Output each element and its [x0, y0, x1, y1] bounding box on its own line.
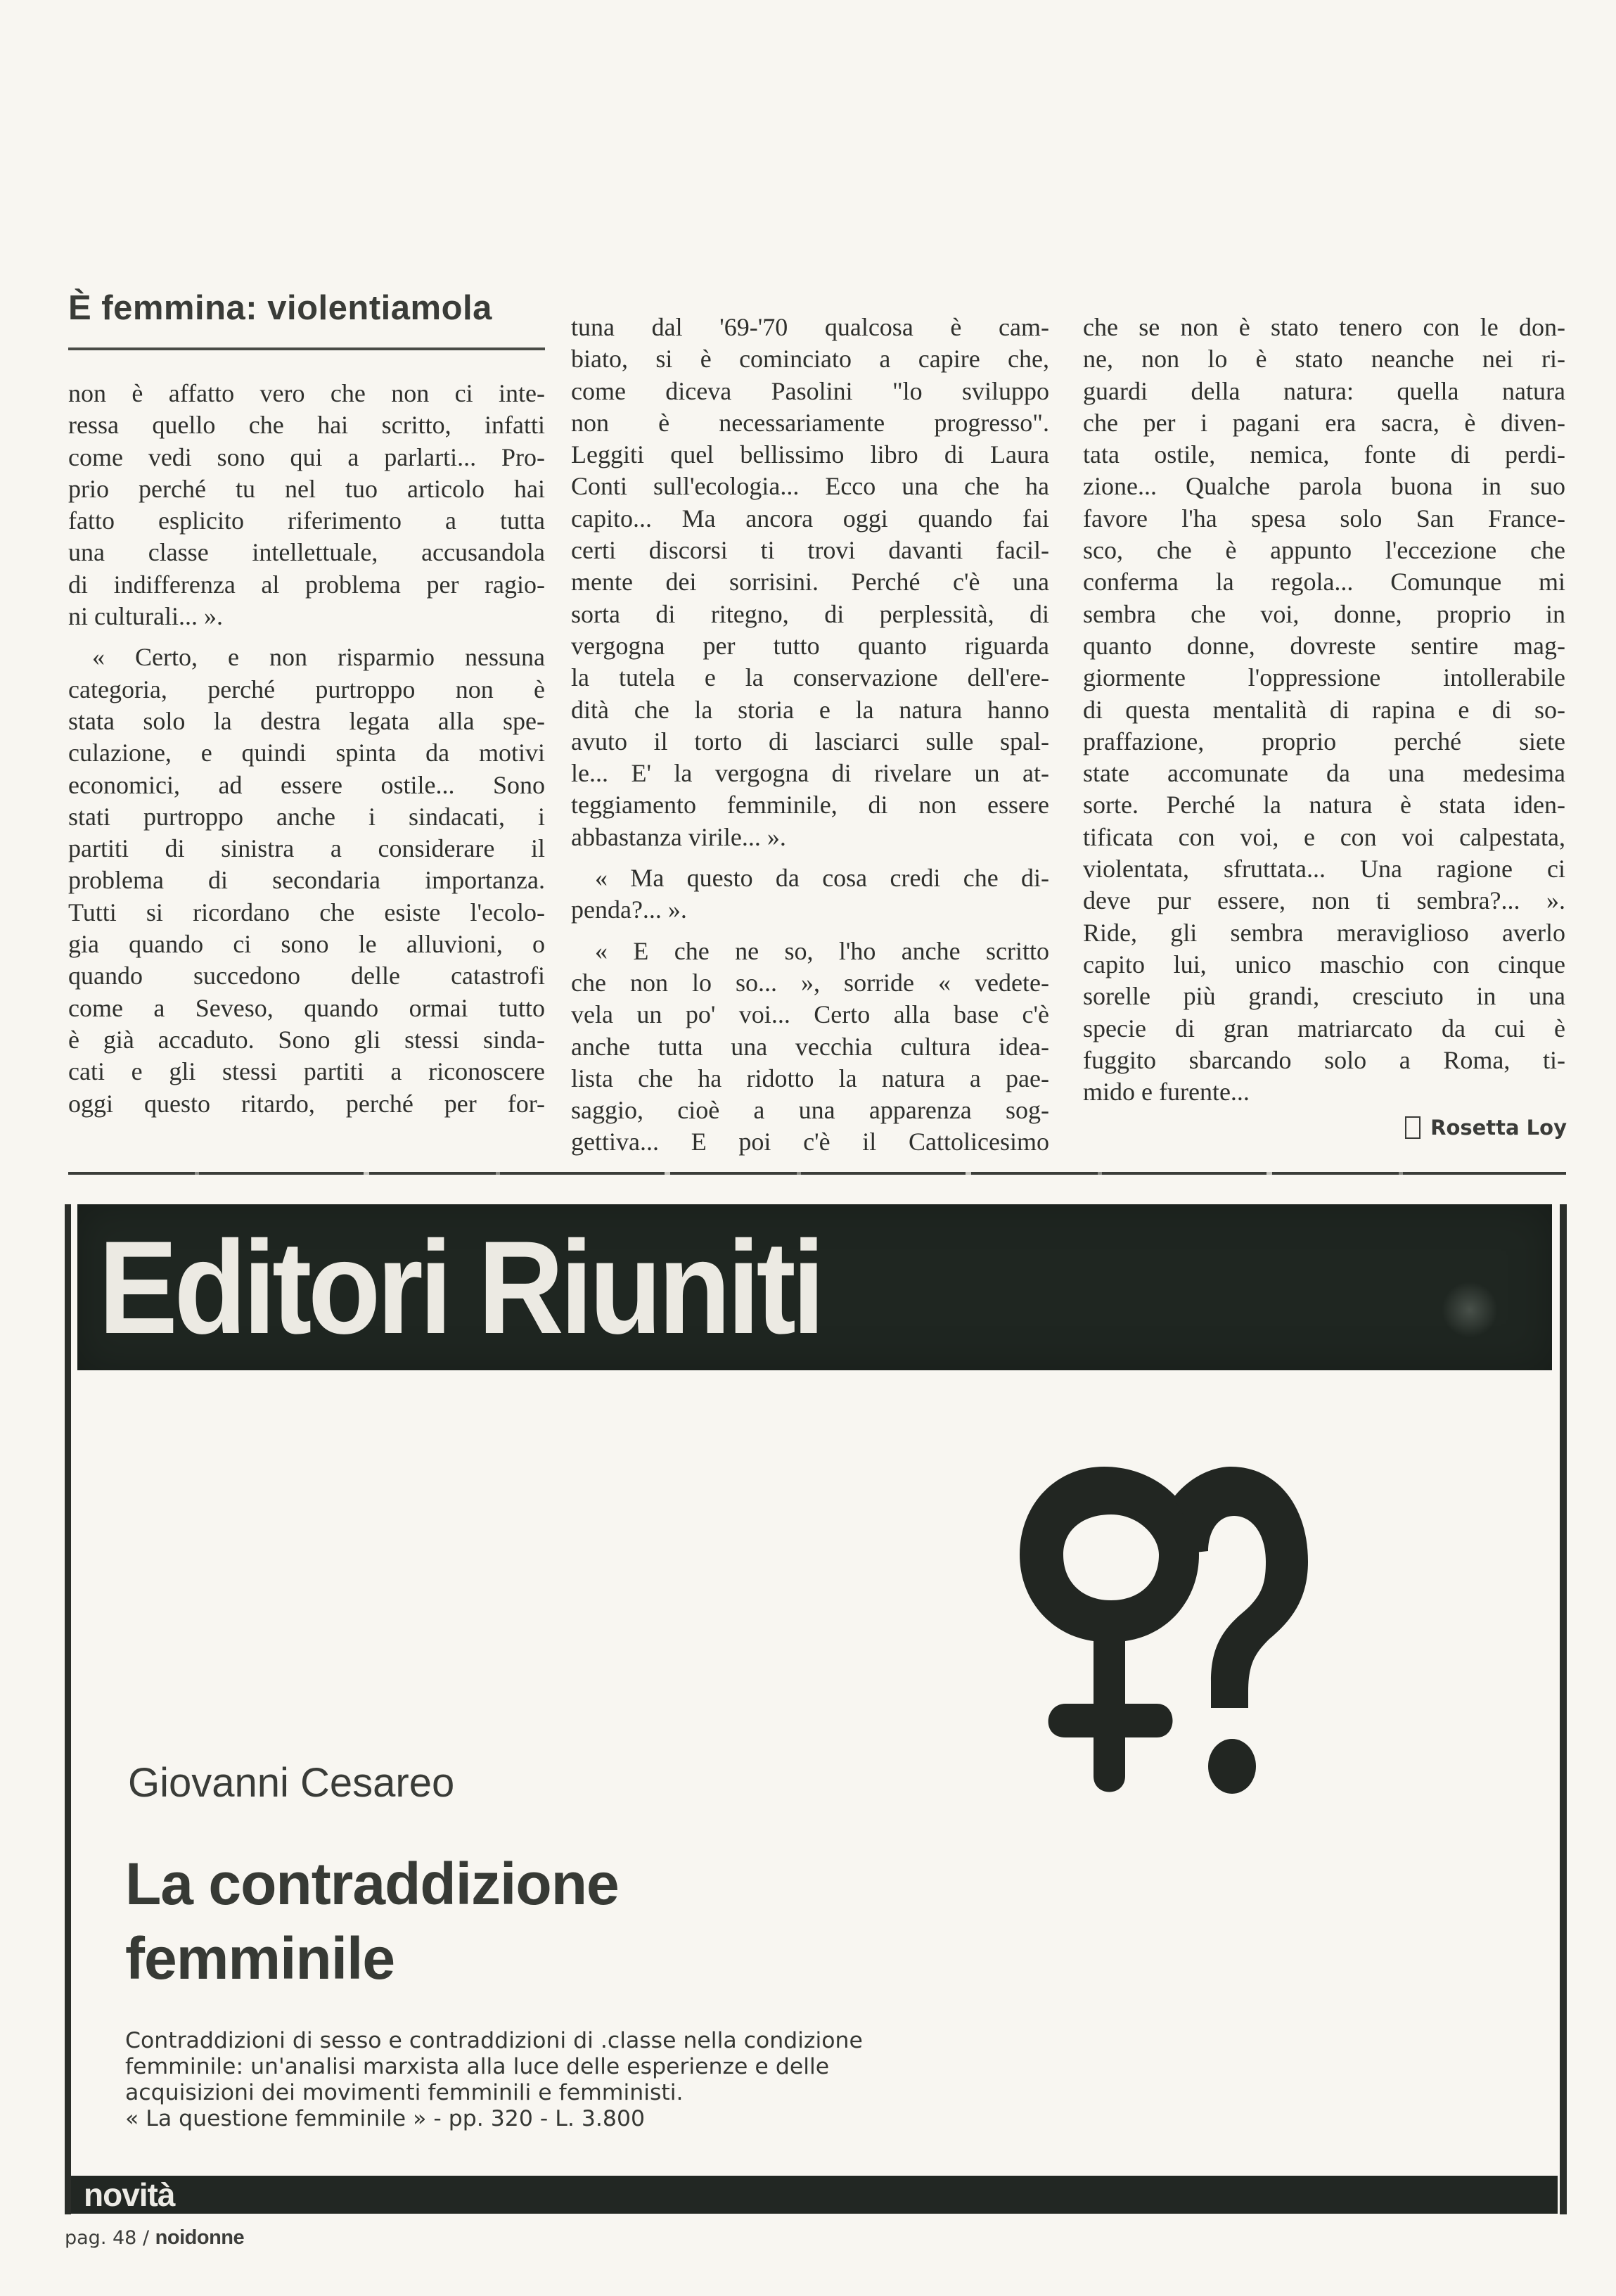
text-line: di indifferenza al problema per ragio-	[68, 570, 545, 599]
text-line: gia quando ci sono le alluvioni, o	[68, 930, 545, 959]
text-line: « Ma questo da cosa credi che di-	[595, 864, 1049, 893]
text-line: « Certo, e non risparmio nessuna	[92, 643, 545, 672]
description-line: Contraddizioni di sesso e contraddizioni di .classe nella condizione	[125, 2028, 863, 2053]
article-title: È femmina: violentiamola	[68, 289, 492, 327]
text-line: come diceva Pasolini "lo sviluppo	[571, 376, 1049, 405]
description-line: femminile: un'analisi marxista alla luce delle esperienze e delle	[125, 2054, 830, 2079]
novita-badge: novità	[84, 2176, 175, 2213]
publisher-name: Editori Riuniti	[98, 1213, 822, 1361]
text-line: abbastanza virile... ».	[571, 822, 786, 851]
question-dot	[1208, 1739, 1256, 1794]
footer-separator: /	[142, 2227, 150, 2249]
text-line: quando succedono delle catastrofi	[68, 962, 545, 990]
text-line: Conti sull'ecologia... Ecco una che ha	[571, 472, 1049, 501]
text-line: tuna dal '69-'70 qualcosa è cam-	[571, 313, 1049, 341]
text-line: giormente l'oppressione intollerabile	[1083, 663, 1565, 692]
text-line: anche tutta una vecchia cultura idea-	[571, 1032, 1049, 1061]
text-line: mido e furente...	[1083, 1078, 1250, 1106]
text-line: capito lui, unico maschio con cinque	[1083, 950, 1565, 978]
book-description	[125, 2028, 1046, 2132]
text-line: conferma la regola... Comunque mi	[1083, 568, 1565, 597]
ad-frame-right	[1560, 1204, 1567, 2214]
book-title-line: La contraddizione	[125, 1851, 619, 1917]
text-line: le... E' la vergogna di rivelare un at-	[571, 759, 1049, 788]
article-column-3	[1083, 312, 1565, 1108]
text-line: sorta di ritegno, di perplessità, di	[571, 599, 1049, 628]
end-mark-square-icon	[1405, 1116, 1421, 1139]
text-line: mente dei sorrisini. Perché c'è una	[571, 568, 1049, 597]
text-line: sorte. Perché la natura è stata iden-	[1083, 791, 1565, 819]
description-line: « La questione femminile » - pp. 320 - L. 3.800	[125, 2106, 646, 2131]
title-underline	[68, 347, 545, 350]
text-line: Leggiti quel bellissimo libro di Laura	[571, 440, 1049, 469]
text-line: non è necessariamente progresso".	[571, 408, 1049, 437]
page-footer	[65, 2226, 244, 2250]
text-line: categoria, perché purtroppo non è	[68, 675, 545, 703]
text-line: è già accaduto. Sono gli stessi sinda-	[68, 1025, 545, 1054]
text-line: non è affatto vero che non ci inte-	[68, 379, 545, 407]
banner-glare	[1442, 1282, 1498, 1338]
text-line: fatto esplicito riferimento a tutta	[68, 506, 545, 535]
text-line: una classe intellettuale, accusandola	[68, 538, 545, 567]
text-line: sco, che è appunto l'eccezione che	[1083, 536, 1565, 565]
text-line: fuggito sbarcando solo a Roma, ti-	[1083, 1045, 1565, 1074]
article-column-2	[571, 312, 1049, 1159]
text-line: sembra che voi, donne, proprio in	[1083, 599, 1565, 628]
text-line: come vedi sono qui a parlarti... Pro-	[68, 442, 545, 471]
text-line: favore l'ha spesa solo San France-	[1083, 504, 1565, 532]
paragraph-gap	[68, 632, 545, 642]
text-line: tificata con voi, e con voi calpestata,	[1083, 822, 1565, 851]
section-divider	[68, 1172, 1566, 1175]
text-line: capito... Ma ancora oggi quando fai	[571, 504, 1049, 532]
female-ring	[1020, 1467, 1199, 1792]
publisher-banner	[77, 1204, 1552, 1370]
text-line: dità che la storia e la natura hanno	[571, 695, 1049, 724]
page-number: pag. 48	[65, 2227, 137, 2249]
author-name: Rosetta Loy	[1430, 1116, 1567, 1140]
text-line: lista che ha ridotto la natura a pae-	[571, 1064, 1049, 1092]
text-line: oggi questo ritardo, perché per for-	[68, 1089, 545, 1118]
text-line: praffazione, proprio perché siete	[1083, 727, 1565, 755]
text-line: tata ostile, nemica, fonte di perdi-	[1083, 440, 1565, 469]
article-column-1	[68, 378, 545, 1120]
text-line: violentata, sfruttata... Una ragione ci	[1083, 855, 1565, 884]
ad-frame-left	[65, 1204, 71, 2214]
magazine-name: noidonne	[155, 2226, 245, 2249]
author-signature	[1405, 1114, 1567, 1142]
text-line: problema di secondaria importanza.	[68, 866, 545, 895]
text-line: gettiva... E poi c'è il Cattolicesimo	[571, 1128, 1049, 1156]
text-line: state accomunate da una medesima	[1083, 759, 1565, 788]
text-line: ne, non lo è stato neanche nei ri-	[1083, 345, 1565, 374]
text-line: cati e gli stessi partiti a riconoscere	[68, 1057, 545, 1086]
text-line: avuto il torto di lasciarci sulle spal-	[571, 727, 1049, 755]
text-line: ni culturali... ».	[68, 602, 223, 631]
text-line: di questa mentalità di rapina e di so-	[1083, 695, 1565, 724]
book-title-line: femminile	[125, 1925, 395, 1991]
description-line: acquisizioni dei movimenti femminili e femministi.	[125, 2080, 684, 2105]
text-line: stati purtroppo anche i sindacati, i	[68, 802, 545, 831]
text-line: sorelle più grandi, cresciuto in una	[1083, 982, 1565, 1011]
text-line: che per i pagani era sacra, è diven-	[1083, 408, 1565, 437]
text-line: culazione, e quindi spinta da motivi	[68, 739, 545, 767]
text-line: vergogna per tutto quanto riguarda	[571, 631, 1049, 660]
text-line: stata solo la destra legata alla spe-	[68, 706, 545, 735]
question-hook	[1173, 1467, 1308, 1708]
text-line: « E che ne so, l'ho anche scritto	[595, 936, 1049, 965]
text-line: zione... Qualche parola buona in suo	[1083, 472, 1565, 501]
novita-bar	[71, 2176, 1558, 2214]
text-line: vela un po' voi... Certo alla base c'è	[571, 1000, 1049, 1029]
text-line: certi discorsi ti trovi davanti facil-	[571, 536, 1049, 565]
book-title	[125, 1847, 619, 1996]
text-line: saggio, cioè a una apparenza sog-	[571, 1096, 1049, 1125]
text-line: guardi della natura: quella natura	[1083, 376, 1565, 405]
text-line: come a Seveso, quando ormai tutto	[68, 993, 545, 1022]
paragraph-gap	[571, 853, 1049, 862]
text-line: specie di gran matriarcato da cui è	[1083, 1014, 1565, 1042]
text-line: ressa quello che hai scritto, infatti	[68, 411, 545, 440]
text-line: la tutela e la conservazione dell'ere-	[571, 663, 1049, 692]
text-line: che se non è stato tenero con le don-	[1083, 313, 1565, 341]
book-author: Giovanni Cesareo	[128, 1760, 455, 1806]
text-line: Tutti si ricordano che esiste l'ecolo-	[68, 898, 545, 926]
paragraph-gap	[571, 926, 1049, 936]
text-line: Ride, gli sembra meraviglioso averlo	[1083, 918, 1565, 947]
text-line: biato, si è cominciato a capire che,	[571, 345, 1049, 374]
text-line: quanto donne, dovreste sentire mag-	[1083, 631, 1565, 660]
female-question-symbol-icon	[1013, 1449, 1315, 1801]
text-line: penda?... ».	[571, 895, 687, 924]
text-line: che non lo so... », sorride « vedete-	[571, 968, 1049, 997]
text-line: deve pur essere, non ti sembra?... ».	[1083, 886, 1565, 915]
text-line: partiti di sinistra a considerare il	[68, 834, 545, 863]
text-line: teggiamento femminile, di non essere	[571, 791, 1049, 819]
text-line: economici, ad essere ostile... Sono	[68, 770, 545, 799]
text-line: prio perché tu nel tuo articolo hai	[68, 474, 545, 503]
